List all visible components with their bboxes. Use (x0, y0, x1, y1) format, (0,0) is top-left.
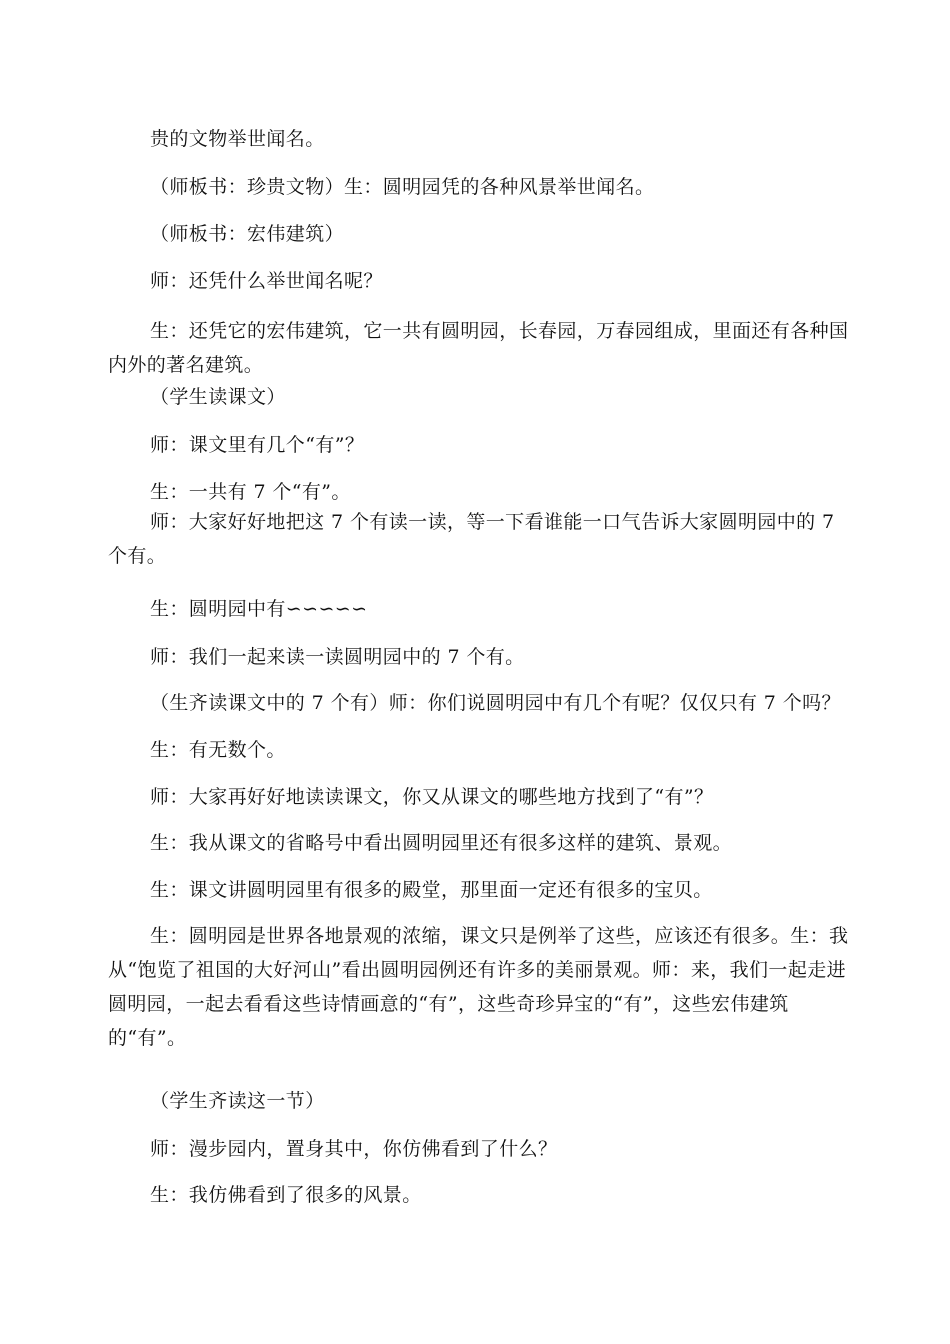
paragraph: 生：课文讲圆明园里有很多的殿堂，那里面一定还有很多的宝贝。 (150, 879, 713, 901)
paragraph: （师板书：珍贵文物）生：圆明园凭的各种风景举世闻名。 (150, 176, 655, 198)
paragraph: （生齐读课文中的 7 个有）师：你们说圆明园中有几个有呢？仅仅只有 7 个吗？ (150, 692, 841, 714)
paragraph: （学生齐读这一节） (150, 1090, 325, 1112)
paragraph: 生：圆明园中有∽∽∽∽∽ (150, 598, 368, 620)
paragraph: 师：大家好好地把这 7 个有读一读，等一下看谁能一口气告诉大家圆明园中的 7 个有。 (108, 511, 835, 567)
paragraph: 师：还凭什么举世闻名呢？ (150, 270, 383, 292)
paragraph: 生：还凭它的宏伟建筑，它一共有圆明园，长春园，万春园组成，里面还有各种国内外的著名建筑。 (108, 320, 849, 376)
paragraph: 生：我仿佛看到了很多的风景。 (150, 1184, 422, 1206)
paragraph: 贵的文物举世闻名。 (150, 128, 325, 150)
paragraph: 生：一共有 7 个“有”。 (150, 481, 351, 503)
paragraph: 师：我们一起来读一读圆明园中的 7 个有。 (150, 646, 525, 668)
paragraph: 生：有无数个。 (150, 739, 286, 761)
paragraph: 师：课文里有几个“有”？ (150, 434, 365, 456)
paragraph: （学生读课文） (150, 386, 286, 408)
paragraph: 师：漫步园内，置身其中，你仿佛看到了什么？ (150, 1138, 558, 1160)
paragraph: （师板书：宏伟建筑） (150, 223, 345, 245)
paragraph: 师：大家再好好地读读课文，你又从课文的哪些地方找到了“有”？ (150, 786, 714, 808)
paragraph: 生：圆明园是世界各地景观的浓缩，课文只是例举了这些，应该还有很多。生：我从“饱览了祖国的大好河山”看出圆明园例还有许多的美丽景观。师：来，我们一起走进圆明园，一起去看看这些诗情画意的“有”，这些奇珍异宝的“有”，这些宏伟建筑的“有”。 (108, 925, 849, 1049)
paragraph: 生：我从课文的省略号中看出圆明园里还有很多这样的建筑、景观。 (150, 832, 733, 854)
